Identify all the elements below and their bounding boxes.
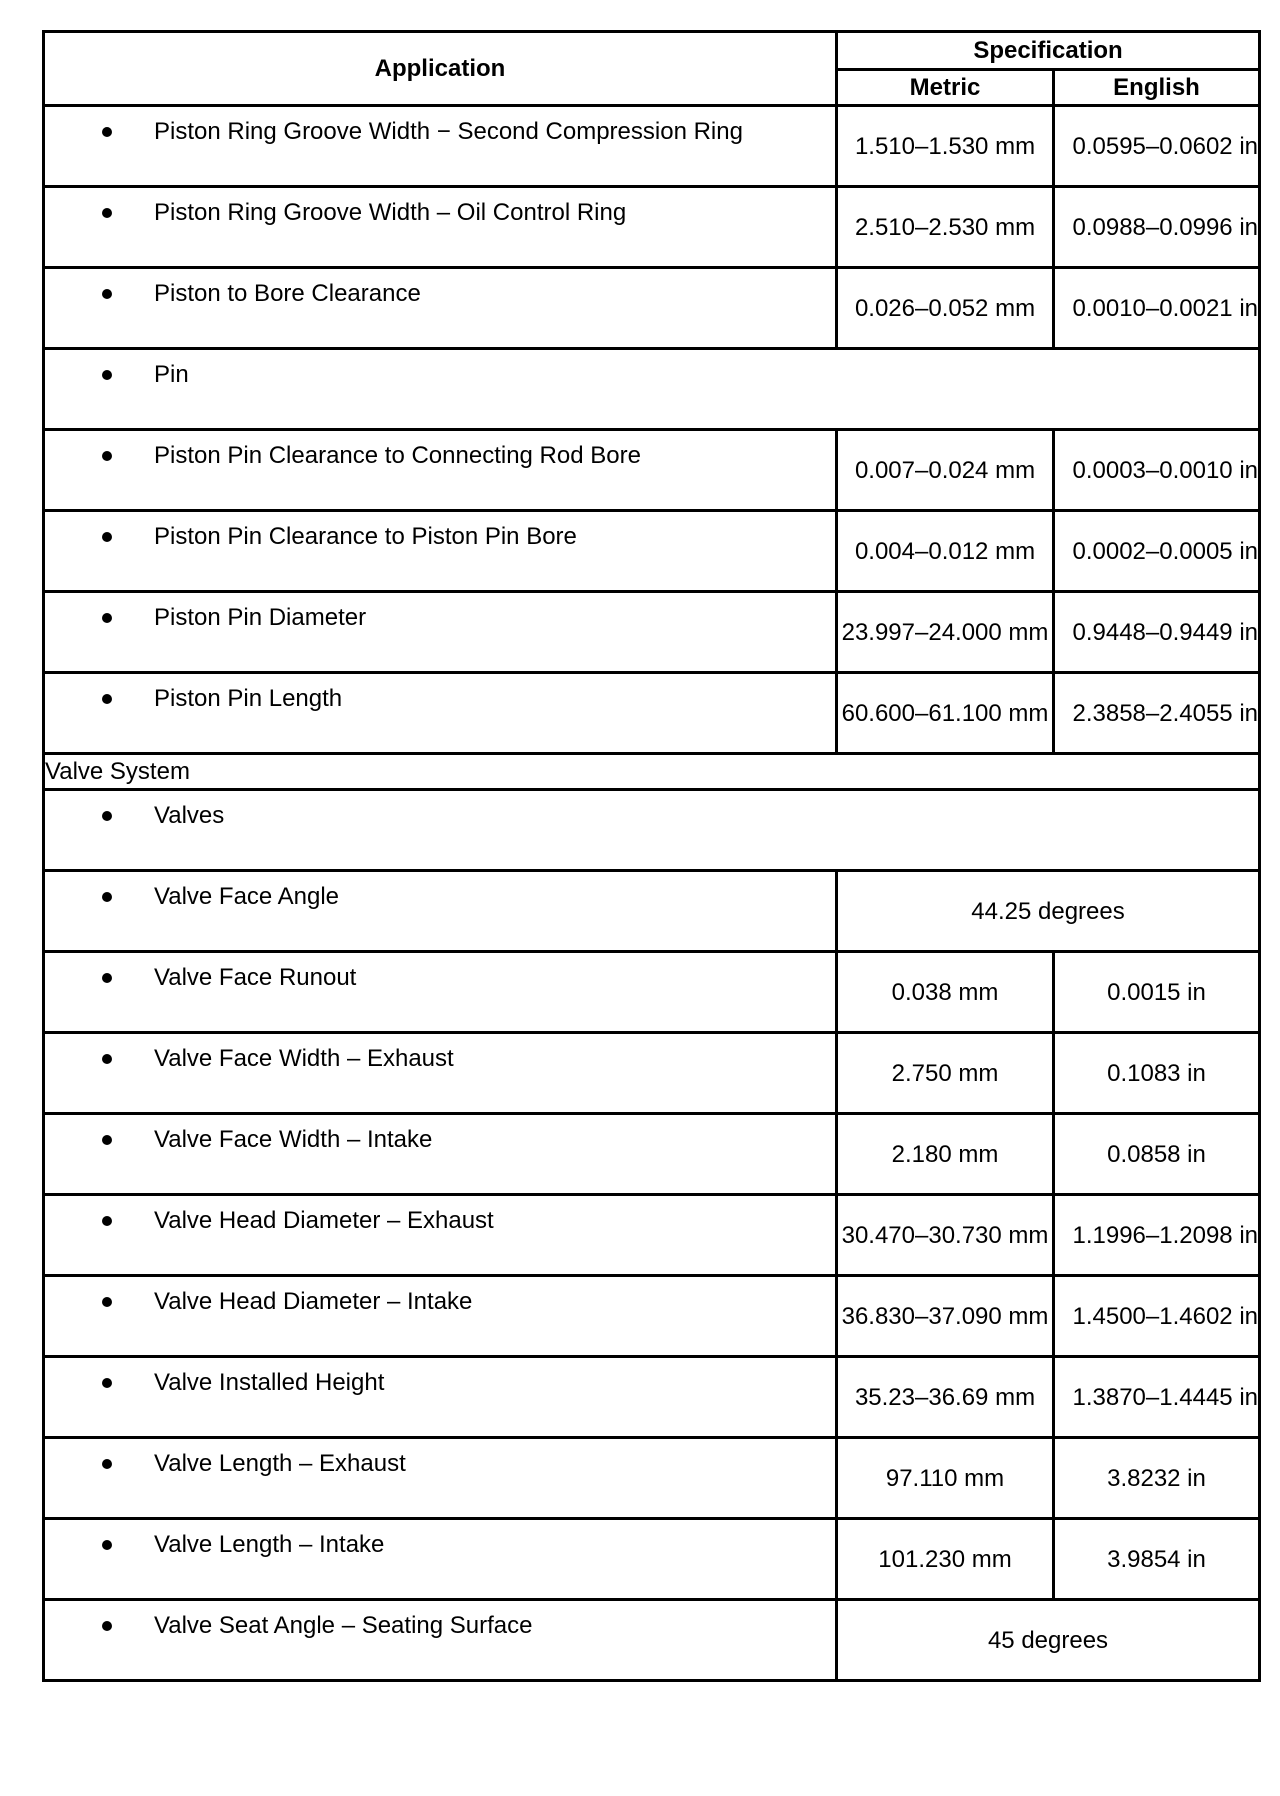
english-value: 1.3870–1.4445 in bbox=[1054, 1357, 1260, 1438]
metric-value: 35.23–36.69 mm bbox=[837, 1357, 1054, 1438]
metric-value: 0.038 mm bbox=[837, 952, 1054, 1033]
english-value: 0.0002–0.0005 in bbox=[1054, 511, 1260, 592]
english-header: English bbox=[1054, 70, 1260, 106]
english-value: 0.0595–0.0602 in bbox=[1054, 106, 1260, 187]
bullet-icon bbox=[102, 613, 112, 623]
application-label: Valve Seat Angle – Seating Surface bbox=[154, 1612, 533, 1639]
table-row bbox=[44, 187, 1260, 268]
application-cell bbox=[44, 1600, 837, 1681]
application-cell bbox=[44, 511, 837, 592]
bullet-icon bbox=[102, 1054, 112, 1064]
combined-value: 45 degrees bbox=[837, 1600, 1260, 1681]
table-row bbox=[44, 1438, 1260, 1519]
application-label: Valve Face Runout bbox=[154, 964, 357, 991]
table-row bbox=[44, 1114, 1260, 1195]
application-label: Valve Length – Exhaust bbox=[154, 1450, 406, 1477]
table-row bbox=[44, 1600, 1260, 1681]
bullet-icon bbox=[102, 1297, 112, 1307]
application-label: Pin bbox=[154, 361, 189, 388]
bullet-icon bbox=[102, 1459, 112, 1469]
metric-value: 2.750 mm bbox=[837, 1033, 1054, 1114]
combined-value: 44.25 degrees bbox=[837, 871, 1260, 952]
table-row bbox=[44, 430, 1260, 511]
bullet-icon bbox=[102, 127, 112, 137]
application-cell bbox=[44, 1033, 837, 1114]
table-row bbox=[44, 511, 1260, 592]
application-cell bbox=[44, 430, 837, 511]
application-cell bbox=[44, 673, 837, 754]
application-label: Valve Head Diameter – Exhaust bbox=[154, 1207, 494, 1234]
bullet-icon bbox=[102, 1216, 112, 1226]
metric-value: 60.600–61.100 mm bbox=[837, 673, 1054, 754]
table-row bbox=[44, 871, 1260, 952]
application-label: Valve Face Width – Intake bbox=[154, 1126, 433, 1153]
bullet-icon bbox=[102, 1540, 112, 1550]
bullet-icon bbox=[102, 694, 112, 704]
table-row bbox=[44, 1033, 1260, 1114]
bullet-icon bbox=[102, 289, 112, 299]
application-cell bbox=[44, 1519, 837, 1600]
application-cell bbox=[44, 106, 837, 187]
specification-header: Specification bbox=[837, 32, 1260, 70]
table-row bbox=[44, 349, 1260, 430]
table-row bbox=[44, 106, 1260, 187]
table-row bbox=[44, 952, 1260, 1033]
bullet-icon bbox=[102, 208, 112, 218]
application-cell bbox=[44, 871, 837, 952]
application-label: Valve Face Width – Exhaust bbox=[154, 1045, 454, 1072]
table-row bbox=[44, 673, 1260, 754]
english-value: 0.0010–0.0021 in bbox=[1054, 268, 1260, 349]
application-label: Valve Length – Intake bbox=[154, 1531, 385, 1558]
application-cell bbox=[44, 1438, 837, 1519]
metric-value: 0.004–0.012 mm bbox=[837, 511, 1054, 592]
application-cell bbox=[44, 1195, 837, 1276]
application-cell bbox=[44, 790, 1260, 871]
english-value: 0.0988–0.0996 in bbox=[1054, 187, 1260, 268]
bullet-icon bbox=[102, 1621, 112, 1631]
application-label: Valve Face Angle bbox=[154, 883, 340, 910]
metric-value: 0.026–0.052 mm bbox=[837, 268, 1054, 349]
metric-value: 0.007–0.024 mm bbox=[837, 430, 1054, 511]
application-cell bbox=[44, 1276, 837, 1357]
application-label: Piston to Bore Clearance bbox=[154, 280, 421, 307]
bullet-icon bbox=[102, 451, 112, 461]
table-row bbox=[44, 1519, 1260, 1600]
application-label: Piston Pin Length bbox=[154, 685, 343, 712]
metric-value: 2.510–2.530 mm bbox=[837, 187, 1054, 268]
application-label: Valve Head Diameter – Intake bbox=[154, 1288, 473, 1315]
metric-header: Metric bbox=[837, 70, 1054, 106]
bullet-icon bbox=[102, 892, 112, 902]
bullet-icon bbox=[102, 973, 112, 983]
english-value: 1.4500–1.4602 in bbox=[1054, 1276, 1260, 1357]
english-value: 3.8232 in bbox=[1054, 1438, 1260, 1519]
bullet-icon bbox=[102, 1135, 112, 1145]
application-cell bbox=[44, 1357, 837, 1438]
section-title: Valve System bbox=[44, 754, 1260, 790]
application-label: Valve Installed Height bbox=[154, 1369, 385, 1396]
english-value: 0.0858 in bbox=[1054, 1114, 1260, 1195]
english-value: 1.1996–1.2098 in bbox=[1054, 1195, 1260, 1276]
table-body bbox=[44, 106, 1260, 1681]
application-label: Piston Pin Clearance to Piston Pin Bore bbox=[154, 523, 577, 550]
table-row bbox=[44, 1357, 1260, 1438]
bullet-icon bbox=[102, 532, 112, 542]
metric-value: 2.180 mm bbox=[837, 1114, 1054, 1195]
application-cell bbox=[44, 1114, 837, 1195]
application-label: Piston Ring Groove Width – Oil Control Ring bbox=[154, 199, 627, 226]
english-value: 0.1083 in bbox=[1054, 1033, 1260, 1114]
english-value: 0.9448–0.9449 in bbox=[1054, 592, 1260, 673]
bullet-icon bbox=[102, 1378, 112, 1388]
english-value: 0.0003–0.0010 in bbox=[1054, 430, 1260, 511]
application-cell bbox=[44, 952, 837, 1033]
table-row bbox=[44, 1195, 1260, 1276]
table-row bbox=[44, 1276, 1260, 1357]
section-row bbox=[44, 754, 1260, 790]
table-row bbox=[44, 790, 1260, 871]
metric-value: 23.997–24.000 mm bbox=[837, 592, 1054, 673]
application-label: Piston Ring Groove Width − Second Compression Ring bbox=[154, 118, 743, 145]
metric-value: 1.510–1.530 mm bbox=[837, 106, 1054, 187]
metric-value: 97.110 mm bbox=[837, 1438, 1054, 1519]
specification-table bbox=[42, 30, 1261, 1682]
english-value: 0.0015 in bbox=[1054, 952, 1260, 1033]
application-cell bbox=[44, 349, 1260, 430]
table-row bbox=[44, 592, 1260, 673]
table-row bbox=[44, 268, 1260, 349]
application-cell bbox=[44, 592, 837, 673]
application-cell bbox=[44, 187, 837, 268]
english-value: 2.3858–2.4055 in bbox=[1054, 673, 1260, 754]
application-label: Valves bbox=[154, 802, 225, 829]
application-label: Piston Pin Diameter bbox=[154, 604, 367, 631]
metric-value: 101.230 mm bbox=[837, 1519, 1054, 1600]
application-label: Piston Pin Clearance to Connecting Rod Bore bbox=[154, 442, 641, 469]
english-value: 3.9854 in bbox=[1054, 1519, 1260, 1600]
application-cell bbox=[44, 268, 837, 349]
metric-value: 30.470–30.730 mm bbox=[837, 1195, 1054, 1276]
bullet-icon bbox=[102, 370, 112, 380]
metric-value: 36.830–37.090 mm bbox=[837, 1276, 1054, 1357]
bullet-icon bbox=[102, 811, 112, 821]
application-header: Application bbox=[44, 32, 837, 106]
